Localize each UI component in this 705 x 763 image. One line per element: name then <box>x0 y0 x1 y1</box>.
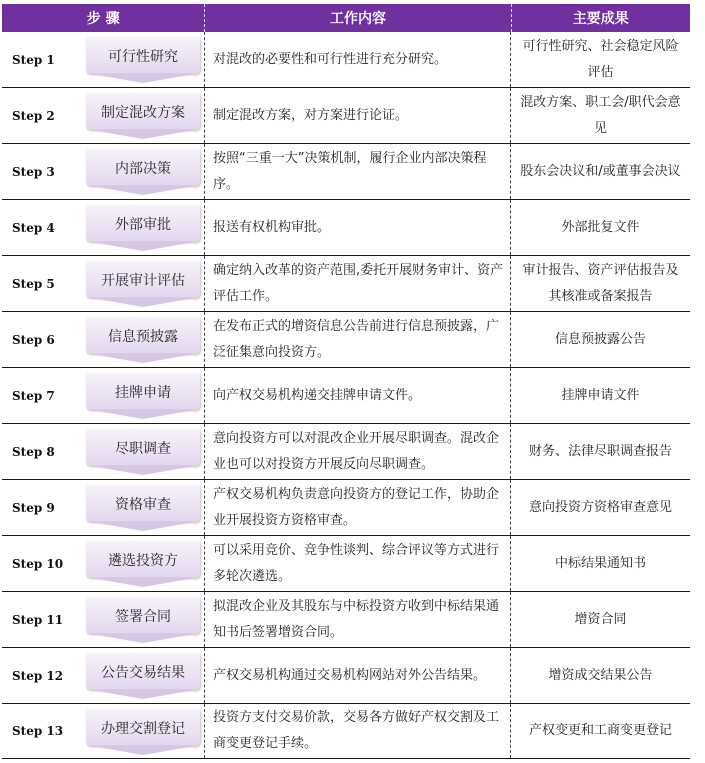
result-cell: 外部批复文件 <box>561 219 640 235</box>
step-number: Step 10 <box>12 556 64 571</box>
step-chevron <box>86 429 200 475</box>
step-chevron <box>86 373 200 419</box>
step-name: 签署合同 <box>115 608 171 625</box>
work-content-cell: 产权交易机构通过交易机构网站对外公告结果。 <box>205 648 511 703</box>
table-row <box>2 648 690 704</box>
process-table <box>2 4 690 759</box>
result-cell: 产权变更和工商变更登记 <box>528 723 672 738</box>
result-cell: 意向投资方资格审查意见 <box>528 499 672 515</box>
chevron-arrow-icon <box>86 409 200 419</box>
step-cell <box>2 592 205 647</box>
work-content-cell: 对混改的必要性和可行性进行充分研究。 <box>205 32 511 87</box>
step-cell <box>2 704 205 758</box>
step-cell <box>2 424 205 479</box>
table-row <box>2 536 690 592</box>
step-cell <box>2 312 205 367</box>
step-number: Step 13 <box>12 724 64 738</box>
table-row <box>2 704 690 759</box>
chevron-arrow-icon <box>86 465 200 475</box>
work-content-cell: 产权交易机构负责意向投资方的登记工作，协助企业开展投资方资格审查。 <box>205 480 511 535</box>
step-number: Step 7 <box>12 388 55 403</box>
table-body <box>2 32 690 759</box>
work-content-cell: 在发布正式的增资信息公告前进行信息预披露，广泛征集意向投资方。 <box>205 312 511 367</box>
step-number: Step 11 <box>12 612 64 627</box>
work-content-cell: 向产权交易机构递交挂牌申请文件。 <box>205 368 511 423</box>
step-chevron <box>86 485 200 531</box>
step-number: Step 6 <box>12 332 55 347</box>
result-cell: 信息预披露公告 <box>554 331 646 347</box>
step-number: Step 1 <box>12 52 55 67</box>
table-row <box>2 32 690 88</box>
table-row <box>2 368 690 424</box>
table-row <box>2 256 690 312</box>
chevron-arrow-icon <box>86 185 200 195</box>
step-cell <box>2 480 205 535</box>
step-cell <box>2 256 205 311</box>
step-chevron <box>86 261 200 307</box>
chevron-arrow-icon <box>86 745 200 755</box>
table-row <box>2 480 690 536</box>
chevron-arrow-icon <box>86 521 200 531</box>
step-name: 遴选投资方 <box>108 552 178 569</box>
step-chevron <box>86 653 200 699</box>
step-name: 信息预披露 <box>108 328 178 345</box>
step-chevron <box>86 597 200 643</box>
work-content-cell: 制定混改方案，对方案进行论证。 <box>205 88 511 143</box>
table-row <box>2 200 690 256</box>
step-name: 挂牌申请 <box>115 384 171 401</box>
result-cell: 可行性研究、社会稳定风险评估 <box>522 38 679 80</box>
step-name: 可行性研究 <box>108 48 178 65</box>
step-number: Step 5 <box>12 276 55 291</box>
step-name: 制定混改方案 <box>101 104 185 121</box>
header-steps: 步 骤 <box>2 4 205 32</box>
chevron-arrow-icon <box>86 129 200 139</box>
work-content-cell: 意向投资方可以对混改企业开展尽职调查。混改企业也可以对投资方开展反向尽职调查。 <box>205 424 511 479</box>
table-row <box>2 424 690 480</box>
step-name: 资格审查 <box>115 496 171 513</box>
work-content-cell: 报送有权机构审批。 <box>205 200 511 255</box>
result-cell: 混改方案、职工会/职代会意见 <box>520 94 681 136</box>
chevron-arrow-icon <box>86 297 200 307</box>
work-content-cell: 按照“三重一大”决策机制，履行企业内部决策程序。 <box>205 144 511 199</box>
step-chevron <box>86 149 200 195</box>
header-main-results: 主要成果 <box>572 11 629 27</box>
step-cell <box>2 88 205 143</box>
chevron-arrow-icon <box>86 73 200 83</box>
header-work-content: 工作内容 <box>205 4 511 32</box>
result-cell: 挂牌申请文件 <box>561 387 640 403</box>
step-name: 内部决策 <box>115 160 171 177</box>
chevron-arrow-icon <box>86 689 200 699</box>
step-number: Step 3 <box>12 164 55 179</box>
chevron-arrow-icon <box>86 241 200 251</box>
table-row <box>2 592 690 648</box>
step-cell <box>2 536 205 591</box>
step-name: 公告交易结果 <box>101 664 185 681</box>
step-cell <box>2 144 205 199</box>
table-row <box>2 312 690 368</box>
step-number: Step 12 <box>12 668 64 683</box>
result-cell: 中标结果通知书 <box>554 555 646 571</box>
result-cell: 增资合同 <box>574 611 627 627</box>
chevron-arrow-icon <box>86 577 200 587</box>
work-content-cell: 确定纳入改革的资产范围,委托开展财务审计、资产评估工作。 <box>205 256 511 311</box>
step-name: 外部审批 <box>115 216 171 233</box>
step-chevron <box>86 205 200 251</box>
step-cell <box>2 200 205 255</box>
step-number: Step 9 <box>12 500 55 515</box>
work-content-cell: 投资方支付交易价款，交易各方做好产权交割及工商变更登记手续。 <box>205 704 511 758</box>
step-chevron <box>86 37 200 83</box>
step-number: Step 2 <box>12 108 55 123</box>
chevron-arrow-icon <box>86 633 200 643</box>
step-chevron <box>86 317 200 363</box>
step-chevron <box>86 541 200 587</box>
table-row <box>2 88 690 144</box>
step-name: 尽职调查 <box>115 440 171 457</box>
work-content-cell: 拟混改企业及其股东与中标投资方收到中标结果通知书后签署增资合同。 <box>205 592 511 647</box>
step-name: 开展审计评估 <box>101 272 185 289</box>
step-chevron <box>86 709 200 755</box>
result-cell: 增资成交结果公告 <box>548 667 653 683</box>
result-cell: 审计报告、资产评估报告及其核准或备案报告 <box>522 262 679 304</box>
step-number: Step 8 <box>12 444 55 459</box>
table-header <box>2 4 690 32</box>
table-row <box>2 144 690 200</box>
step-number: Step 4 <box>12 220 55 235</box>
result-cell: 财务、法律尽职调查报告 <box>528 443 672 459</box>
step-name: 办理交割登记 <box>101 720 185 737</box>
work-content-cell: 可以采用竞价、竞争性谈判、综合评议等方式进行多轮次遴选。 <box>205 536 511 591</box>
step-cell <box>2 32 205 87</box>
step-chevron <box>86 93 200 139</box>
step-cell <box>2 648 205 703</box>
chevron-arrow-icon <box>86 353 200 363</box>
result-cell: 股东会决议和/或董事会决议 <box>520 163 681 179</box>
step-cell <box>2 368 205 423</box>
